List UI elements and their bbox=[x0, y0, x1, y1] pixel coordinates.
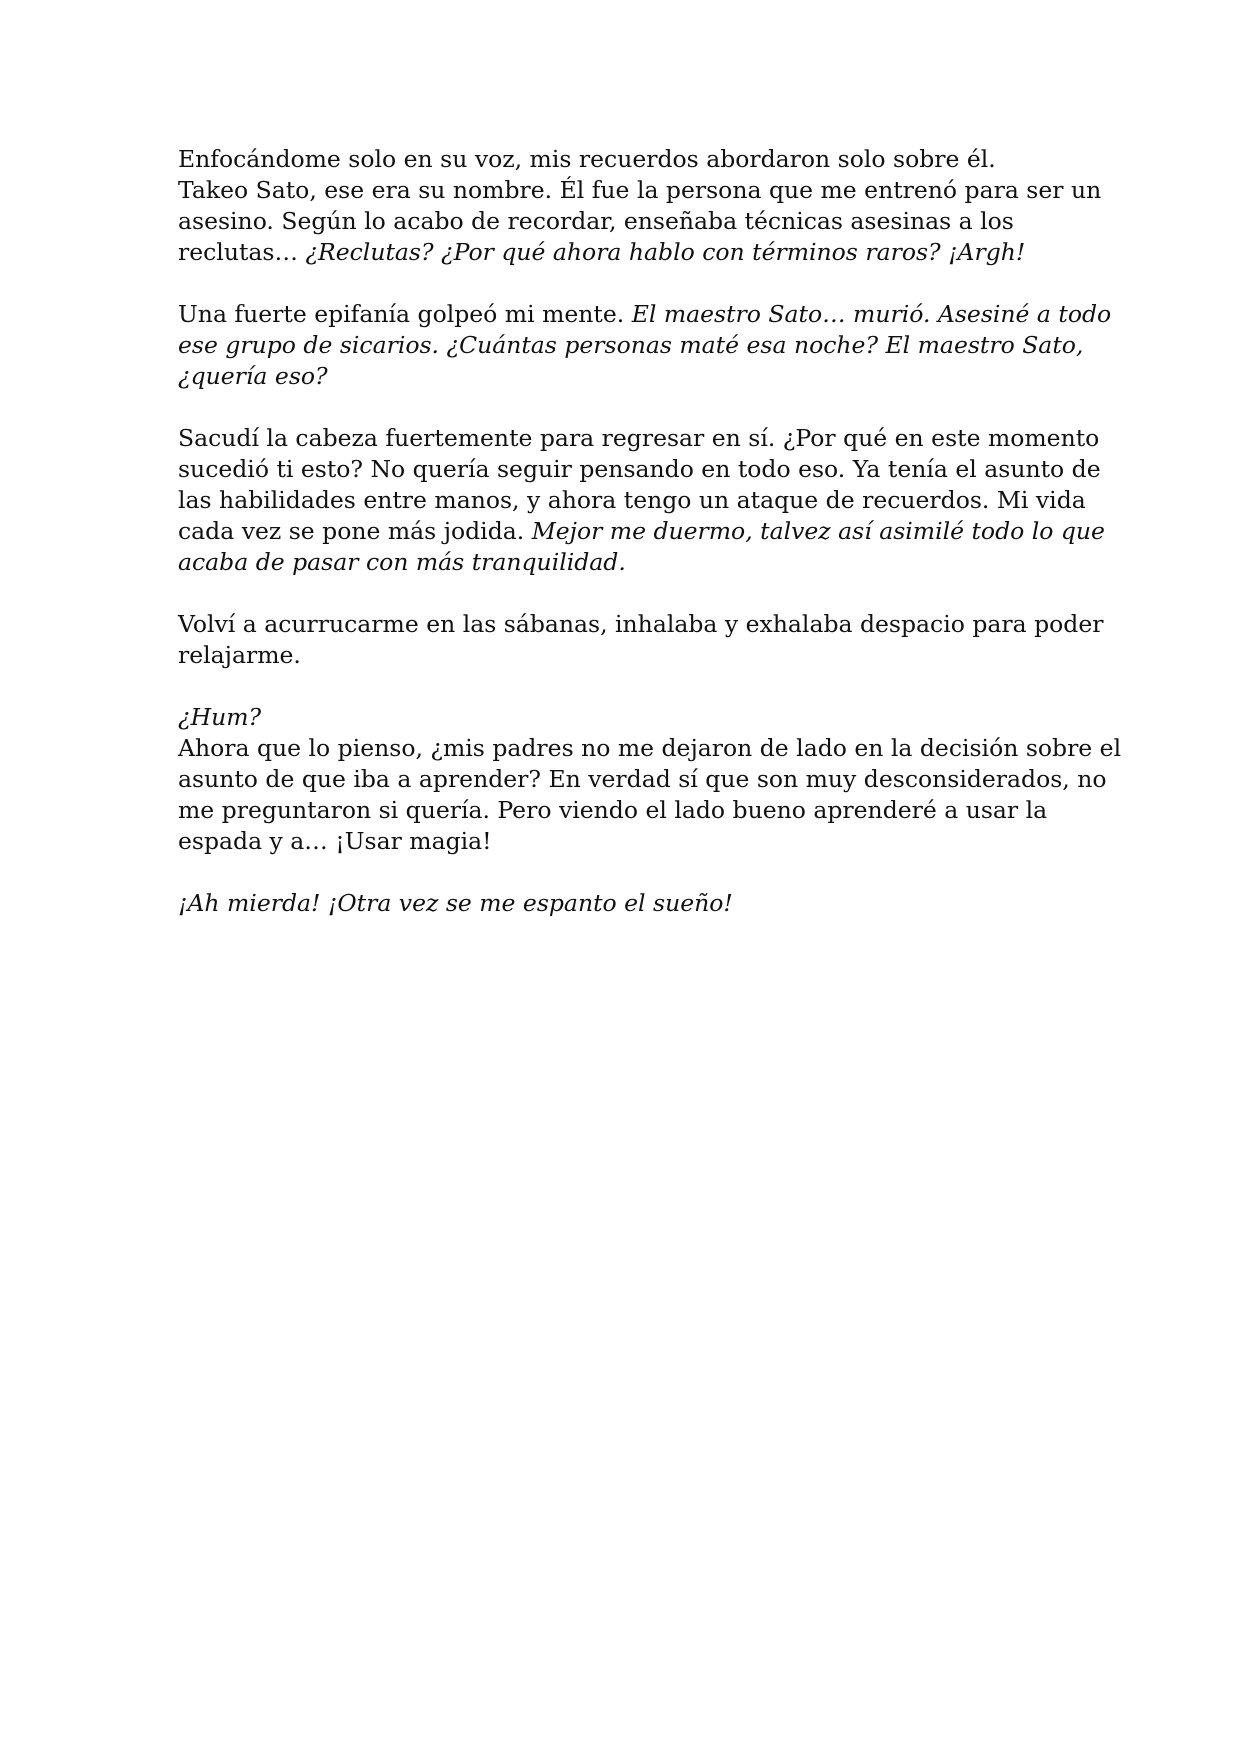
paragraph bbox=[178, 423, 1105, 578]
body-text: Enfocándome solo en su voz, mis recuerdos abordaron solo sobre él. bbox=[178, 145, 996, 173]
text-line bbox=[178, 330, 1084, 361]
text-line bbox=[178, 423, 1100, 454]
paragraph bbox=[178, 888, 1078, 919]
text-line bbox=[178, 640, 1078, 671]
body-text: asesino. Según lo acabo de recordar, enseñaba técnicas asesinas a los bbox=[178, 207, 1014, 235]
text-line bbox=[178, 299, 1112, 330]
body-text: espada y a… ¡Usar magia! bbox=[178, 827, 492, 855]
italic-text: ¿Hum? bbox=[178, 703, 262, 731]
italic-text: ¿Reclutas? ¿Por qué ahora hablo con términos raros? ¡Argh! bbox=[305, 238, 1026, 266]
text-line bbox=[178, 702, 1078, 733]
text-line bbox=[178, 237, 1078, 268]
document-body bbox=[178, 144, 1122, 950]
text-line bbox=[178, 144, 1078, 175]
body-text: cada vez se pone más jodida. bbox=[178, 517, 532, 545]
text-line bbox=[178, 206, 1078, 237]
body-text: Una fuerte epifanía golpeó mi mente. bbox=[178, 300, 632, 328]
body-text: relajarme. bbox=[178, 641, 301, 669]
italic-text: ¡Ah mierda! ¡Otra vez se me espanto el sueño! bbox=[178, 889, 733, 917]
text-line bbox=[178, 516, 1105, 547]
italic-text: Mejor me duermo, talvez así asimilé todo lo que bbox=[531, 517, 1105, 545]
text-line bbox=[178, 454, 1101, 485]
body-text: las habilidades entre manos, y ahora tengo un ataque de recuerdos. Mi vida bbox=[178, 486, 1086, 514]
body-text: Takeo Sato, ese era su nombre. Él fue la persona que me entrenó para ser un bbox=[178, 176, 1102, 204]
body-text: Volví a acurrucarme en las sábanas, inhalaba y exhalaba despacio para poder bbox=[178, 610, 1104, 638]
italic-text: ¿quería eso? bbox=[178, 362, 328, 390]
paragraph bbox=[178, 144, 1102, 268]
body-text: Sacudí la cabeza fuertemente para regresar en sí. ¿Por qué en este momento bbox=[178, 424, 1100, 452]
text-line bbox=[178, 764, 1107, 795]
paragraph bbox=[178, 702, 1122, 857]
text-line bbox=[178, 733, 1122, 764]
text-line bbox=[178, 485, 1086, 516]
text-line bbox=[178, 826, 1078, 857]
text-line bbox=[178, 361, 1078, 392]
text-line bbox=[178, 609, 1104, 640]
italic-text: El maestro Sato… murió. Asesiné a todo bbox=[631, 300, 1112, 328]
italic-text: ese grupo de sicarios. ¿Cuántas personas maté esa noche? El maestro Sato, bbox=[178, 331, 1084, 359]
body-text: reclutas… bbox=[178, 238, 306, 266]
paragraph bbox=[178, 299, 1112, 392]
body-text: sucedió ti esto? No quería seguir pensando en todo eso. Ya tenía el asunto de bbox=[178, 455, 1101, 483]
text-line bbox=[178, 795, 1078, 826]
paragraph bbox=[178, 609, 1104, 671]
text-line bbox=[178, 175, 1102, 206]
body-text: Ahora que lo pienso, ¿mis padres no me dejaron de lado en la decisión sobre el bbox=[178, 734, 1122, 762]
body-text: me preguntaron si quería. Pero viendo el lado bueno aprenderé a usar la bbox=[178, 796, 1048, 824]
italic-text: acaba de pasar con más tranquilidad. bbox=[178, 548, 626, 576]
body-text: asunto de que iba a aprender? En verdad sí que son muy desconsiderados, no bbox=[178, 765, 1107, 793]
text-line bbox=[178, 888, 1078, 919]
text-line bbox=[178, 547, 1078, 578]
